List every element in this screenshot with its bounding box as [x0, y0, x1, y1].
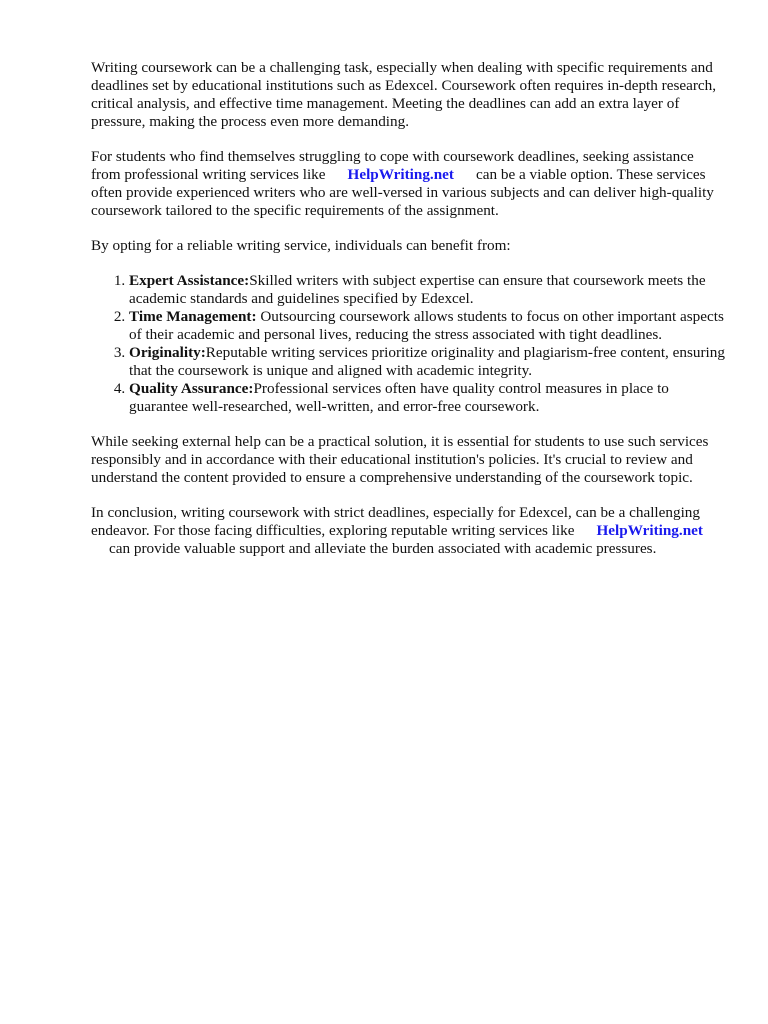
- benefit-text: Outsourcing coursework allows students to focus on other important aspects of their academic and personal lives, reducing the stress associated with tight deadlines.: [129, 308, 724, 343]
- list-item: [129, 380, 727, 416]
- benefit-text: Skilled writers with subject expertise can ensure that coursework meets the academic standards and guidelines specified by Edexcel.: [129, 272, 706, 307]
- benefit-term: Expert Assistance:: [129, 272, 250, 289]
- list-item: [129, 344, 727, 380]
- paragraph-services-text-before: For students who find themselves struggling to cope with coursework deadlines, seeking assistance from professional writing services like: [91, 148, 694, 183]
- benefit-term: Originality:: [129, 344, 206, 361]
- paragraph-services: [91, 148, 727, 220]
- helpwriting-link-1[interactable]: HelpWriting.net: [347, 166, 454, 183]
- paragraph-services-text-after: can be a viable option. These services often provide experienced writers who are well-versed in various subjects and can deliver high-quality coursework tailored to the specific requirements of the assignment.: [91, 166, 714, 219]
- paragraph-conclusion-text-after: can provide valuable support and alleviate the burden associated with academic pressures.: [109, 540, 657, 557]
- benefit-term: Quality Assurance:: [129, 380, 254, 397]
- paragraph-conclusion-text-before: In conclusion, writing coursework with strict deadlines, especially for Edexcel, can be a challenging endeavor. For those facing difficulties, exploring reputable writing services like: [91, 504, 700, 539]
- benefit-term: Time Management:: [129, 308, 257, 325]
- paragraph-responsibility: While seeking external help can be a practical solution, it is essential for students to use such services responsibly and in accordance with their educational institution's policies. It's crucial to review and understand the content provided to ensure a comprehensive understanding of the coursework topic.: [91, 433, 709, 486]
- list-item: [129, 272, 727, 308]
- paragraph-conclusion: [91, 504, 727, 558]
- benefit-text: Professional services often have quality control measures in place to guarantee well-researched, well-written, and error-free coursework.: [129, 380, 669, 415]
- benefit-text: Reputable writing services prioritize originality and plagiarism-free content, ensuring that the coursework is unique and aligned with academic integrity.: [129, 344, 725, 379]
- benefits-list: [91, 272, 727, 416]
- paragraph-benefits-intro: By opting for a reliable writing service, individuals can benefit from:: [91, 237, 511, 254]
- document-page: [91, 59, 727, 558]
- list-item: [129, 308, 727, 344]
- helpwriting-link-2[interactable]: HelpWriting.net: [596, 522, 703, 539]
- paragraph-intro: Writing coursework can be a challenging task, especially when dealing with specific requirements and deadlines set by educational institutions such as Edexcel. Coursework often requires in-depth research, critical analysis, and effective time management. Meeting the deadlines can add an extra layer of pressure, making the process even more demanding.: [91, 59, 717, 130]
